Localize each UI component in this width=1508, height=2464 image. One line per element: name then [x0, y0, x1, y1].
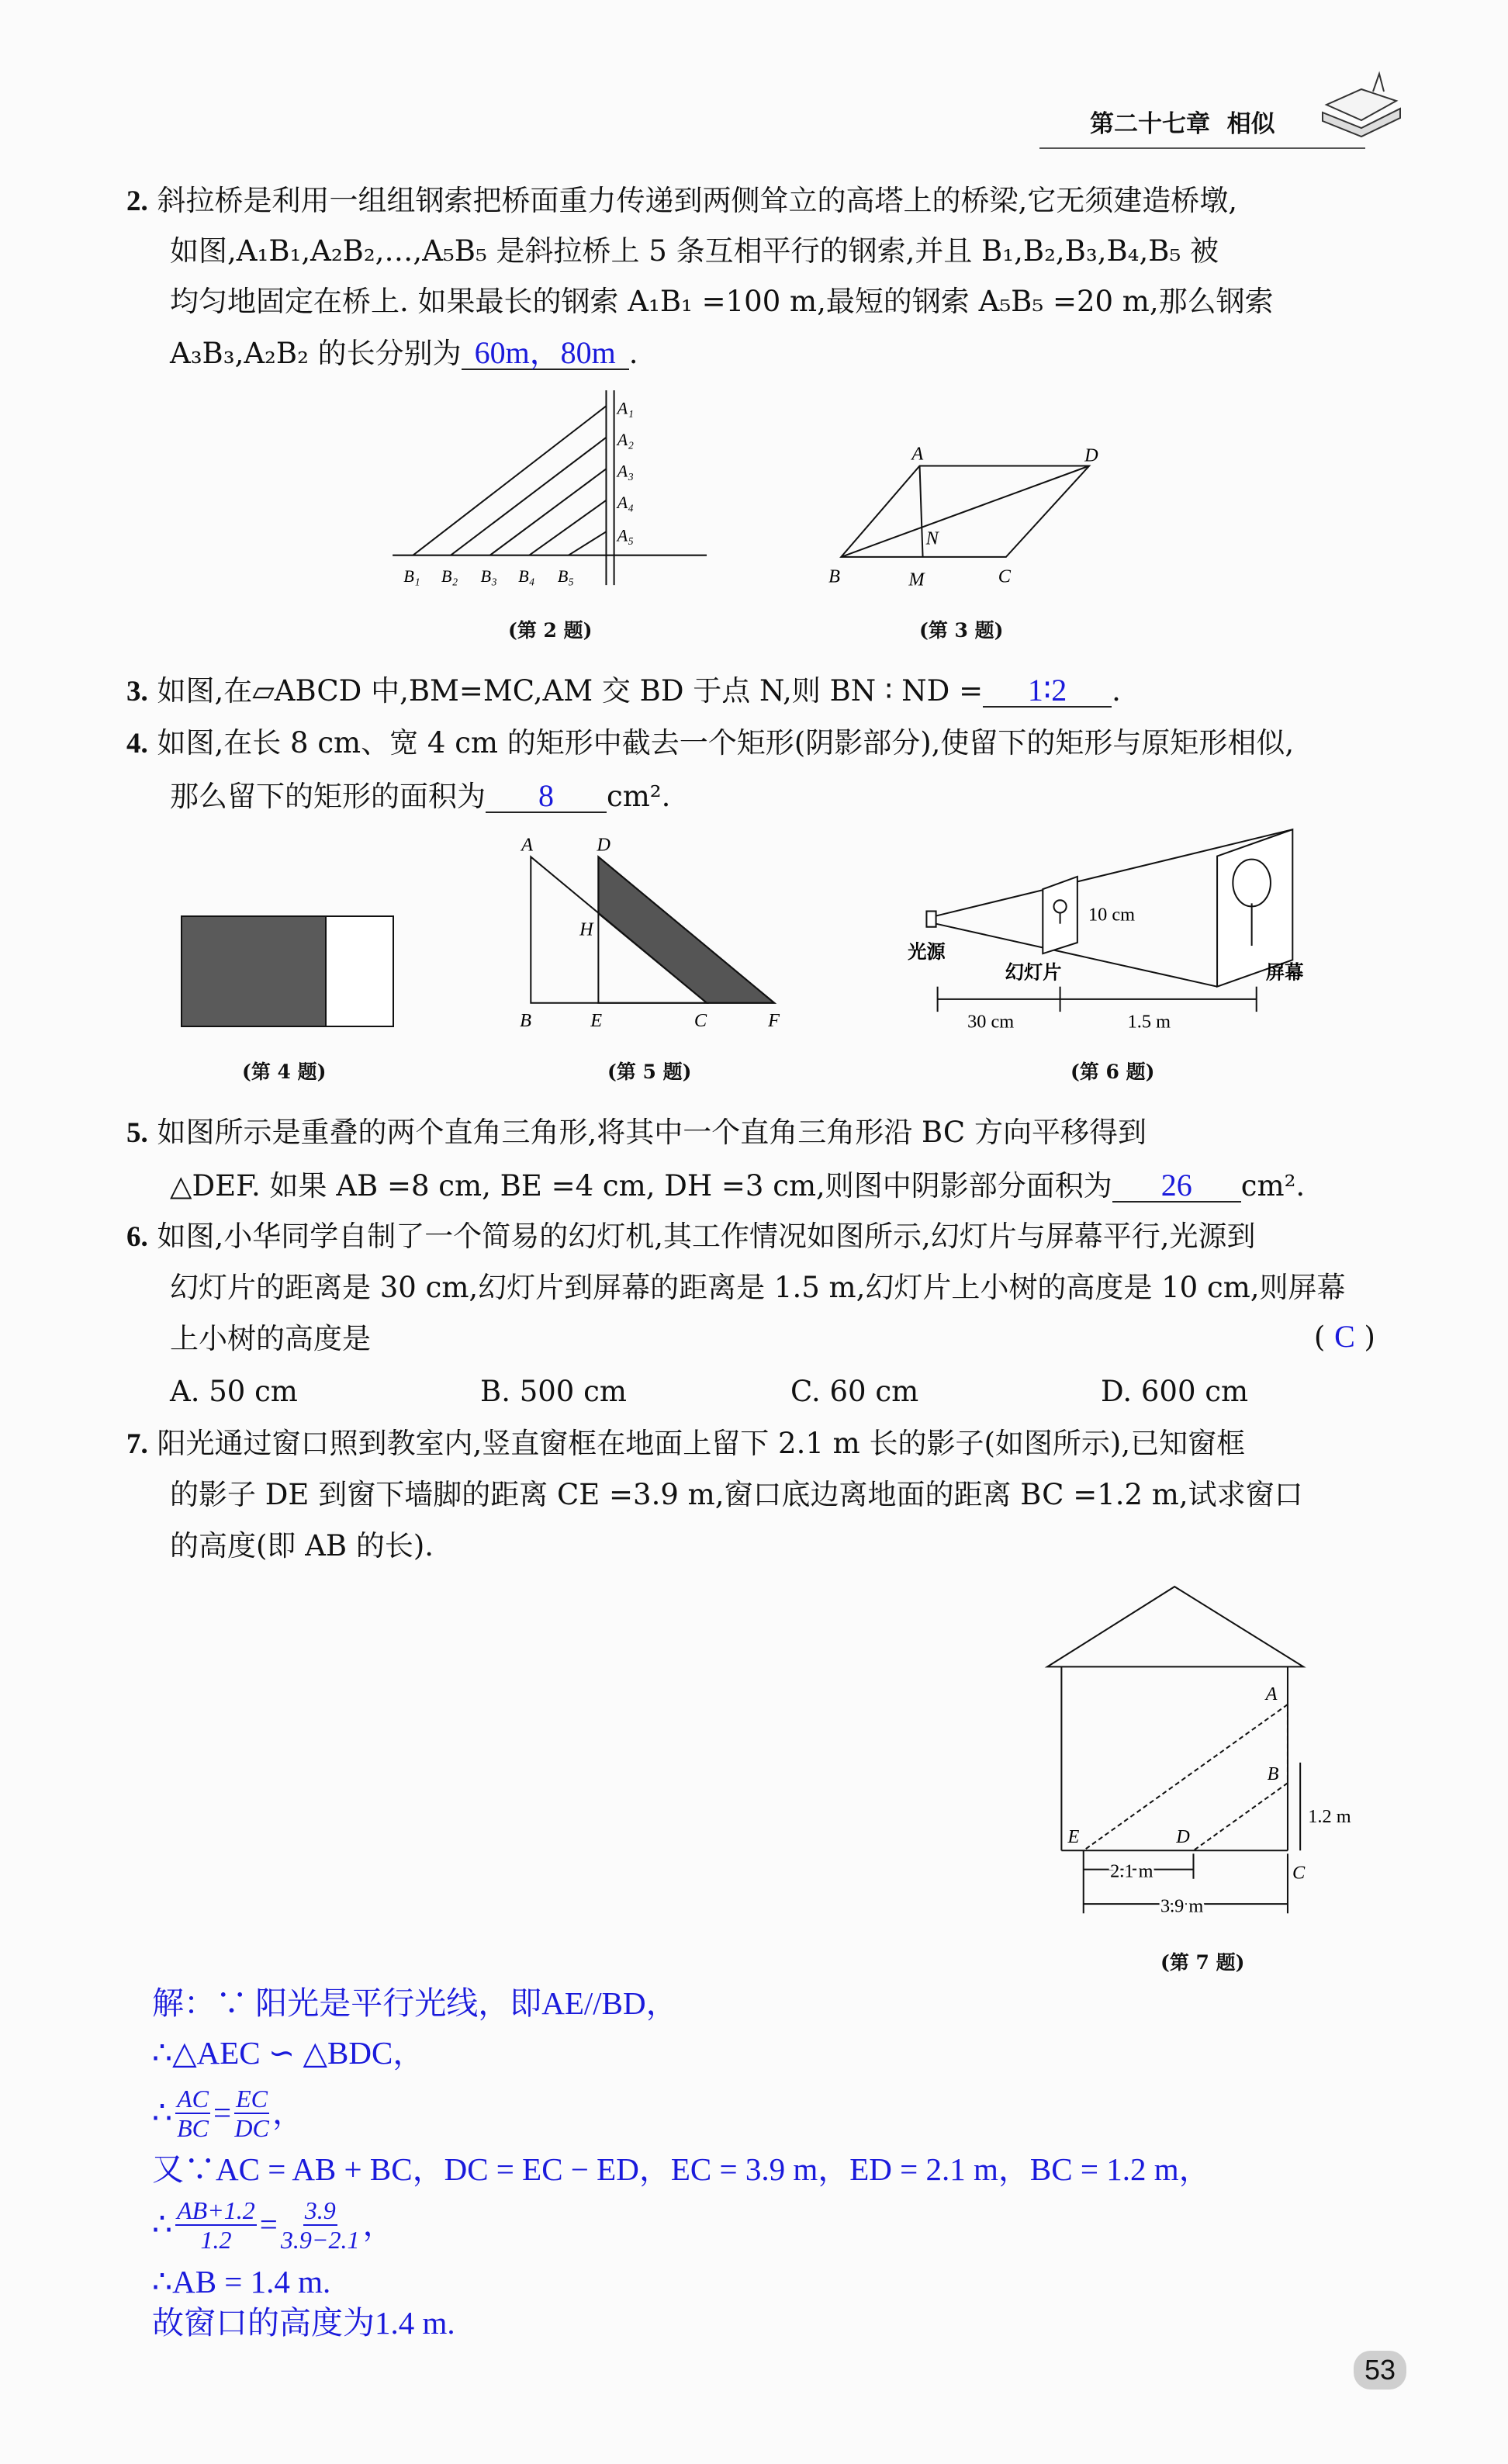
question-text: 斜拉桥是利用一组组钢索把桥面重力传递到两侧耸立的高塔上的桥梁,它无须建造桥墩,: [157, 184, 1238, 217]
question-text: △DEF. 如果 AB =8 cm, BE =4 cm, DH =3 cm,则图中阴影部分面积为: [170, 1169, 1112, 1203]
label-a: A: [1265, 1683, 1278, 1704]
figure-2-caption: (第 2 题): [508, 619, 593, 642]
question-number: 4.: [126, 728, 148, 760]
fraction: [281, 2198, 360, 2252]
header-rule: [1039, 147, 1365, 149]
question-text: 如图,A₁B₁,A₂B₂,…,A₅B₅ 是斜拉桥上 5 条互相平行的钢索,并且 B₁,B₂,B₃,B₄,B₅ 被: [170, 234, 1219, 268]
answer-choice: C: [1334, 1319, 1355, 1354]
equals: =: [259, 2206, 278, 2243]
therefore-symbol: ∴: [152, 2206, 173, 2243]
answer-blank: 26: [1112, 1170, 1241, 1203]
question-text: 如图,在长 8 cm、宽 4 cm 的矩形中截去一个矩形(阴影部分),使留下的矩形与原矩形相似,: [157, 726, 1295, 760]
label-b4: B₄: [518, 566, 535, 587]
chapter-label: 第二十七章: [1090, 110, 1210, 138]
comma: ，: [272, 2095, 304, 2131]
tree-height-label: 10 cm: [1088, 904, 1136, 926]
question-4: [126, 728, 1294, 813]
option-c: C. 60 cm: [790, 1375, 919, 1408]
question-text: 阳光通过窗口照到教室内,竖直窗框在地面上留下 2.1 m 长的影子(如图所示),已知窗框: [157, 1427, 1246, 1460]
label-c: C: [1292, 1862, 1306, 1884]
label-c: C: [998, 566, 1011, 587]
figure-3-parallelogram: [822, 434, 1117, 590]
question-text: 幻灯片的距离是 30 cm,幻灯片到屏幕的距离是 1.5 m,幻灯片上小树的高度是 10 cm,则屏幕: [170, 1271, 1346, 1304]
figure-6-caption: (第 6 题): [1070, 1061, 1155, 1083]
question-text: 均匀地固定在桥上. 如果最长的钢索 A₁B₁ =100 m,最短的钢索 A₅B₅ =20 m,那么钢索: [170, 285, 1274, 318]
fraction: [175, 2198, 257, 2252]
label-b3: B₃: [480, 566, 497, 587]
numerator: AB+1.2: [177, 2196, 255, 2224]
question-6: 6. 如图,小华同学自制了一个简易的幻灯机,其工作情况如图所示,幻灯片与屏幕平行,光源到 幻灯片的距离是 30 cm,幻灯片到屏幕的距离是 1.5 m,幻灯片上小树的高度是 10 cm,则屏幕 上小树的高度是 ( C ) A. 50 cm B. 500 cm C. 60 cm D. 600 cm: [126, 1220, 1375, 1408]
label-d: D: [597, 834, 610, 856]
question-text: 那么留下的矩形的面积为: [170, 780, 486, 813]
question-text: 上小树的高度是: [170, 1322, 371, 1355]
equals: =: [213, 2095, 232, 2131]
fraction: [175, 2086, 210, 2140]
period: .: [1112, 674, 1121, 708]
label-n: N: [925, 528, 939, 549]
solution-line: 解：∵ 阳光是平行光线，即AE//BD，: [152, 1985, 678, 2021]
label-b5: B₅: [557, 566, 575, 587]
question-number: 7.: [126, 1428, 148, 1460]
label-b: B: [1267, 1763, 1279, 1785]
light-source-label: 光源: [908, 942, 946, 964]
question-number: 5.: [126, 1117, 148, 1149]
denominator: DC: [234, 2114, 269, 2142]
figure-6-projector: [900, 818, 1311, 1043]
distance-1-label: 30 cm: [967, 1011, 1015, 1033]
label-a: A: [521, 834, 533, 856]
figure-2-bridge: [388, 384, 714, 601]
book-icon: [1319, 70, 1404, 140]
solution-line: ∴△AEC ∽ △BDC，: [152, 2035, 425, 2071]
answer-blank: 60m，80m: [462, 337, 629, 370]
question-number: 6.: [126, 1221, 148, 1253]
numerator: 3.9: [304, 2196, 336, 2224]
solution: [152, 1986, 1211, 2341]
label-b1: B₁: [403, 566, 420, 587]
chapter-title: 相似: [1226, 110, 1275, 138]
label-a3: A₃: [617, 461, 634, 481]
option-d: D. 600 cm: [1101, 1375, 1249, 1408]
label-a2: A₂: [617, 429, 634, 449]
question-text: A₃B₃,A₂B₂ 的长分别为: [170, 337, 462, 370]
question-number: 3.: [126, 676, 148, 708]
period: .: [628, 337, 638, 370]
figure-4-caption: (第 4 题): [242, 1061, 327, 1083]
question-text: 如图,在▱ABCD 中,BM=MC,AM 交 BD 于点 N,则 BN ∶ ND =: [157, 674, 984, 708]
question-3: [126, 675, 1121, 708]
denominator: 1.2: [200, 2226, 232, 2254]
figure-5-triangles: [512, 830, 799, 1040]
unit: cm².: [607, 780, 671, 813]
label-a: A: [911, 443, 924, 465]
label-b2: B₂: [441, 566, 458, 587]
label-c: C: [693, 1010, 707, 1032]
question-text: 如图所示是重叠的两个直角三角形,将其中一个直角三角形沿 BC 方向平移得到: [157, 1116, 1147, 1149]
label-d: D: [1176, 1826, 1190, 1848]
label-f: F: [768, 1010, 780, 1032]
shaded-region: [182, 917, 327, 1026]
question-5: [126, 1118, 1305, 1203]
shadow-length-label: 2.1 m: [1110, 1860, 1153, 1882]
distance-label: 3.9 m: [1160, 1895, 1204, 1917]
figure-5-caption: (第 5 题): [607, 1061, 692, 1083]
screen-label: 屏幕: [1265, 962, 1304, 984]
comma: ，: [362, 2206, 395, 2243]
label-e: E: [1067, 1826, 1080, 1848]
figure-4-rectangle: [181, 915, 394, 1027]
distance-2-label: 1.5 m: [1127, 1011, 1171, 1033]
denominator: 3.9−2.1: [280, 2226, 360, 2254]
solution-line: [152, 2081, 1211, 2146]
question-text: 的高度(即 AB 的长).: [170, 1529, 434, 1562]
question-text: 的影子 DE 到窗下墙脚的距离 CE =3.9 m,窗口底边离地面的距离 BC =1.2 m,试求窗口: [170, 1478, 1303, 1511]
question-7: [126, 1429, 1303, 1560]
solution-line: 又∵AC = AB + BC，DC = EC − ED，EC = 3.9 m，ED = 2.1 m，BC = 1.2 m，: [152, 2151, 1211, 2187]
question-2: [126, 186, 1274, 388]
option-b: B. 500 cm: [480, 1375, 627, 1408]
figure-3-caption: (第 3 题): [919, 619, 1004, 642]
solution-line: ∴AB = 1.4 m.: [152, 2264, 331, 2300]
label-a5: A₅: [617, 525, 634, 545]
numerator: AC: [177, 2085, 209, 2113]
question-number: 2.: [126, 185, 148, 217]
label-b: B: [520, 1010, 531, 1032]
option-a: A. 50 cm: [170, 1375, 298, 1408]
label-e: E: [590, 1010, 603, 1032]
figure-7-caption: (第 7 题): [1160, 1951, 1245, 1974]
answer-blank: 1∶2: [983, 675, 1112, 708]
question-text: 如图,小华同学自制了一个简易的幻灯机,其工作情况如图所示,幻灯片与屏幕平行,光源到: [157, 1220, 1256, 1253]
solution-line: 故窗口的高度为1.4 m.: [152, 2305, 455, 2341]
label-d: D: [1084, 445, 1098, 466]
slide-label: 幻灯片: [1005, 962, 1062, 984]
label-m: M: [908, 569, 925, 590]
therefore-symbol: ∴: [152, 2095, 173, 2131]
label-a4: A₄: [617, 492, 634, 512]
label-h: H: [579, 919, 593, 940]
denominator: BC: [177, 2114, 209, 2142]
height-label: 1.2 m: [1308, 1805, 1351, 1827]
chapter-header: [1090, 104, 1275, 139]
fraction: [234, 2086, 269, 2140]
solution-line: [152, 2192, 1211, 2258]
figure-7-house: [1039, 1579, 1389, 1920]
label-b: B: [828, 566, 840, 587]
answer-blank: 8: [486, 780, 607, 813]
page-number: 53: [1354, 2351, 1406, 2390]
label-a1: A₁: [617, 398, 634, 418]
unit: cm².: [1240, 1169, 1306, 1203]
numerator: EC: [236, 2085, 268, 2113]
